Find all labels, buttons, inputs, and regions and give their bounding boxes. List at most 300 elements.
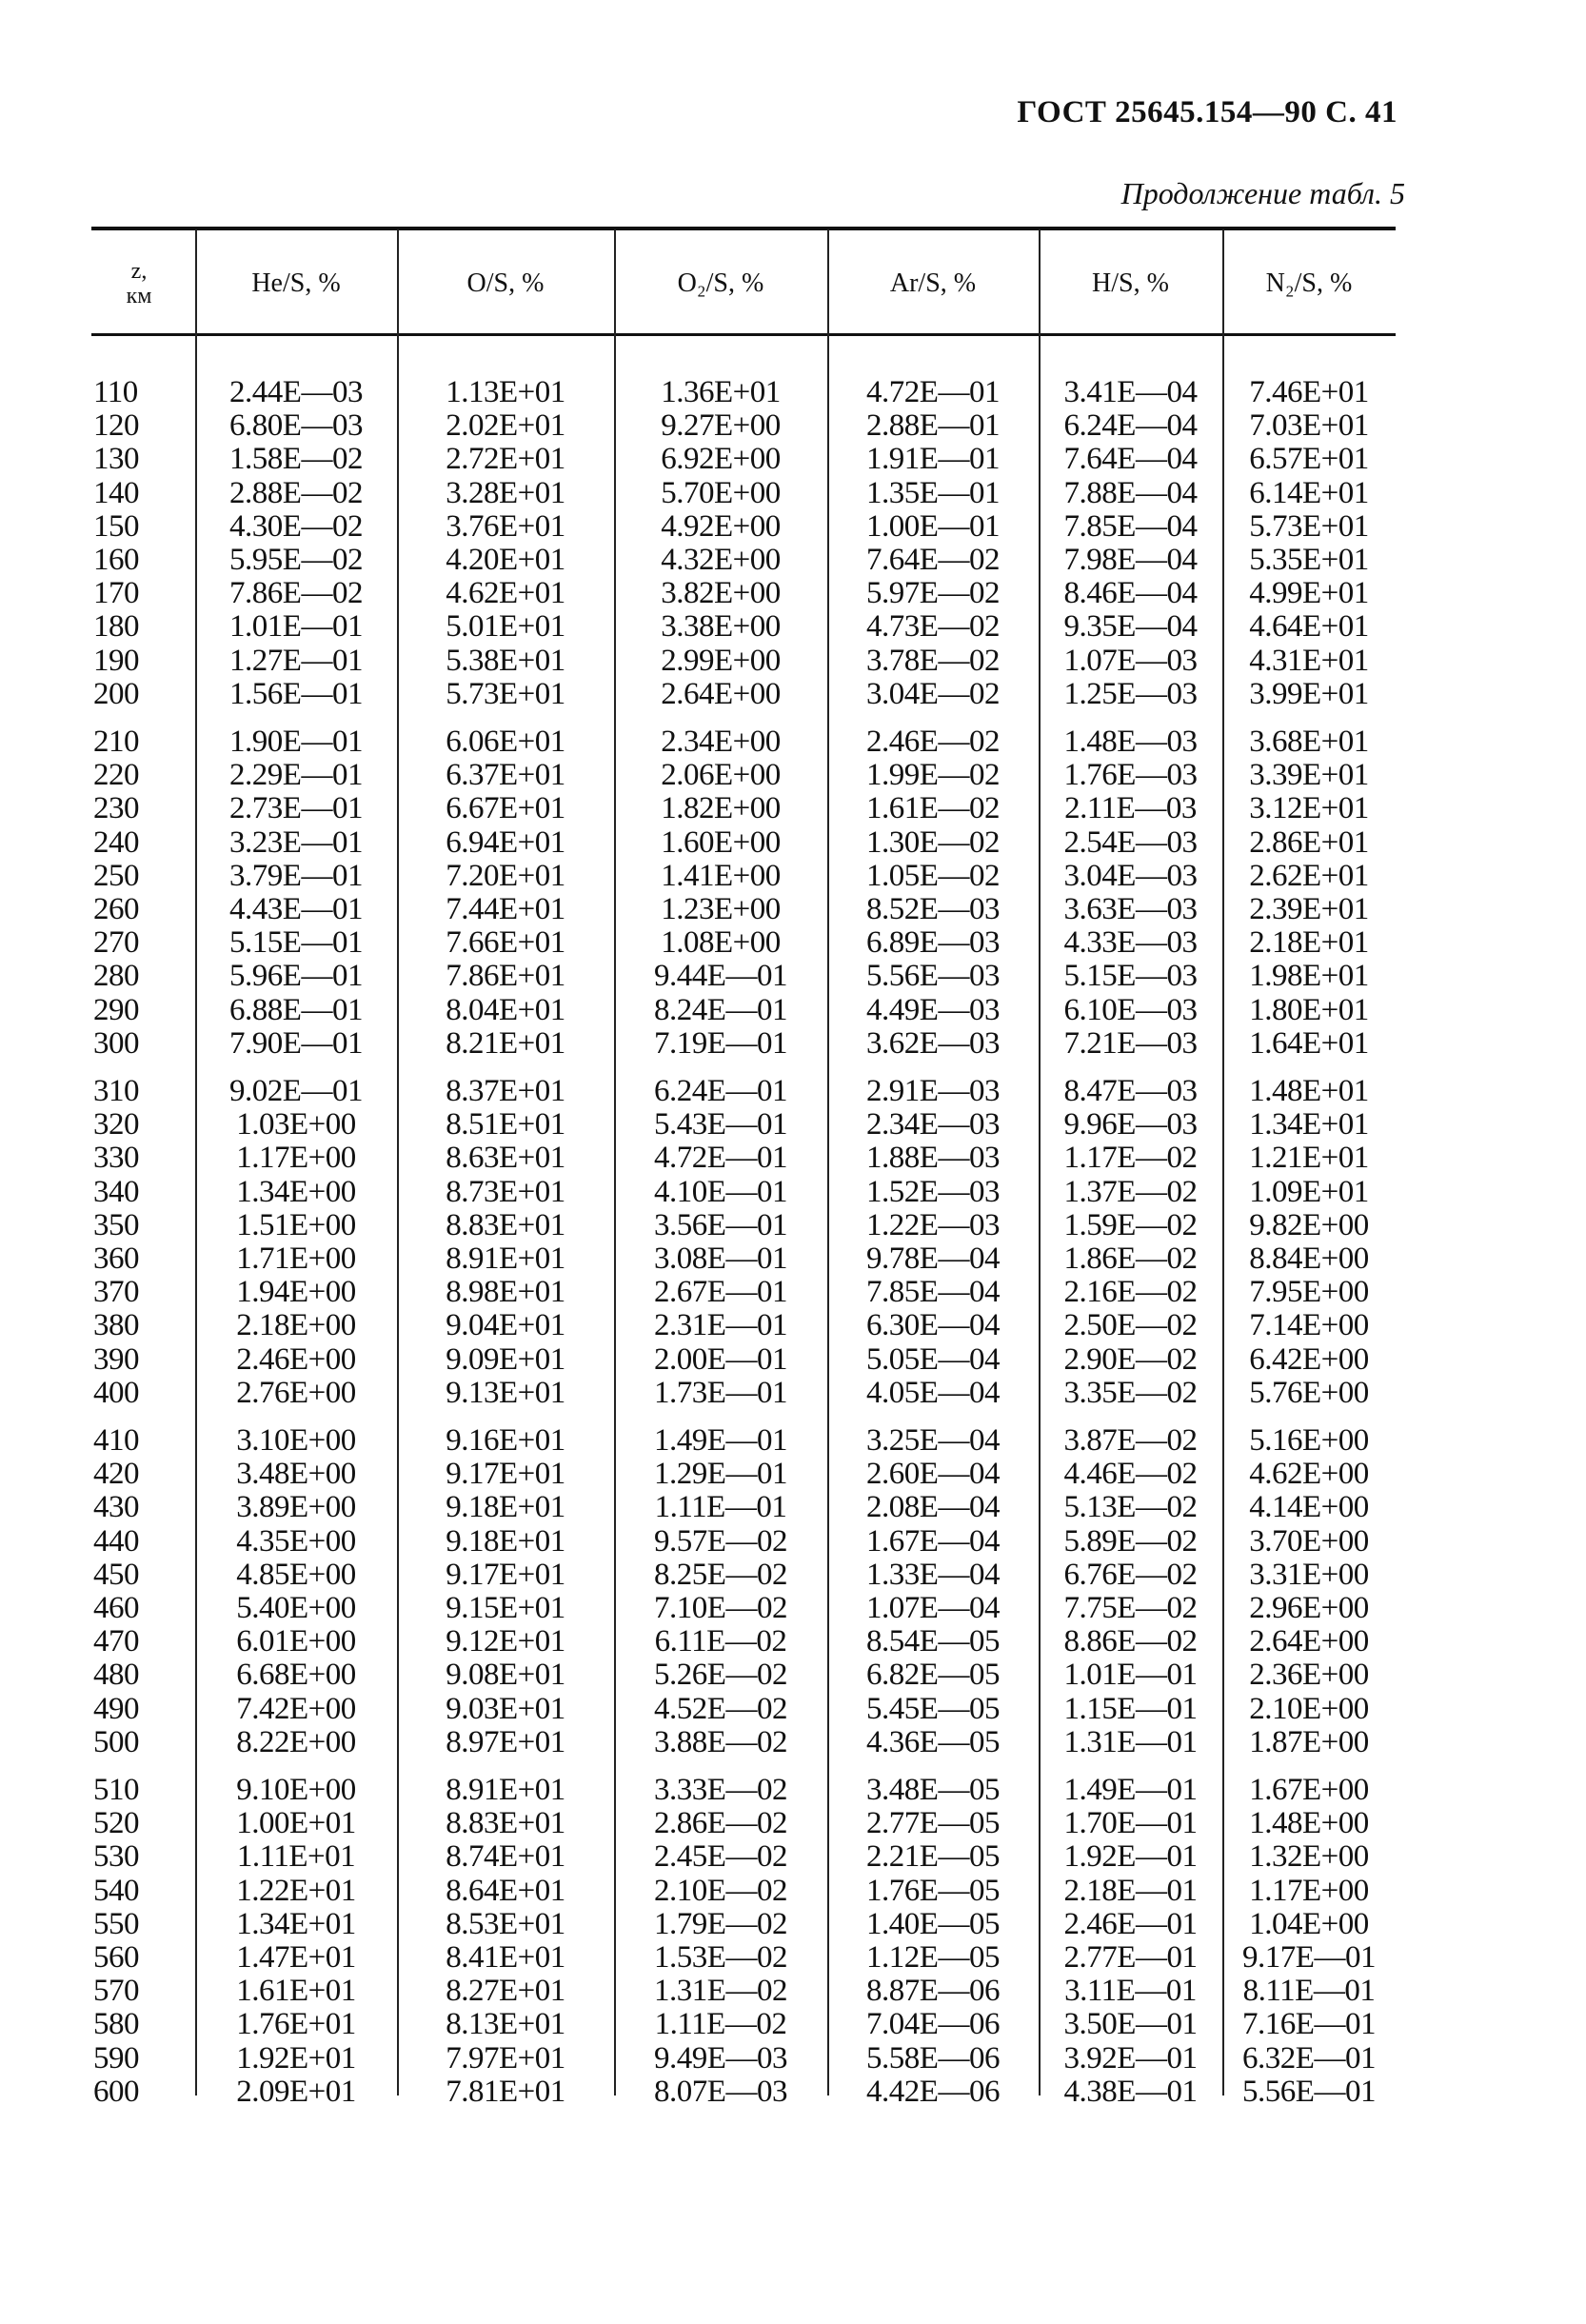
value-cell: 9.57E—02 bbox=[654, 1523, 787, 1559]
value-cell: 1.34E+00 bbox=[236, 1174, 356, 1209]
value-cell: 5.56E—01 bbox=[1242, 2074, 1376, 2109]
value-cell: 3.76E+01 bbox=[446, 508, 565, 544]
value-cell: 4.72E—01 bbox=[654, 1141, 787, 1176]
value-cell: 1.35E—01 bbox=[866, 475, 1000, 510]
altitude-cell: 330 bbox=[93, 1141, 139, 1176]
value-cell: 5.01E+01 bbox=[446, 609, 565, 645]
value-cell: 5.40E+00 bbox=[236, 1591, 356, 1625]
value-cell: 1.64E+01 bbox=[1249, 1025, 1369, 1061]
value-cell: 8.47E—03 bbox=[1063, 1074, 1198, 1108]
value-cell: 5.38E+01 bbox=[446, 643, 565, 678]
value-cell: 2.16E—02 bbox=[1063, 1275, 1198, 1310]
value-cell: 1.92E+01 bbox=[236, 2040, 356, 2076]
value-cell: 1.56E—01 bbox=[229, 676, 363, 711]
value-cell: 3.56E—01 bbox=[654, 1207, 787, 1242]
column-header: Ar/S, % bbox=[889, 268, 977, 298]
value-cell: 1.07E—03 bbox=[1063, 643, 1198, 678]
value-cell: 2.96E+00 bbox=[1249, 1591, 1369, 1625]
value-cell: 7.64E—02 bbox=[866, 543, 1000, 577]
value-cell: 2.10E—02 bbox=[654, 1873, 787, 1908]
value-cell: 1.34E+01 bbox=[1249, 1107, 1369, 1142]
value-cell: 4.52E—02 bbox=[654, 1691, 787, 1726]
value-cell: 3.28E+01 bbox=[446, 475, 565, 510]
altitude-cell: 530 bbox=[93, 1839, 139, 1875]
value-cell: 1.48E—03 bbox=[1063, 725, 1198, 759]
value-cell: 2.21E—05 bbox=[866, 1839, 1000, 1875]
value-cell: 2.77E—01 bbox=[1063, 1940, 1198, 1975]
value-cell: 6.01E+00 bbox=[236, 1624, 356, 1659]
value-cell: 3.41E—04 bbox=[1063, 375, 1198, 409]
altitude-cell: 230 bbox=[93, 791, 139, 826]
altitude-cell: 170 bbox=[93, 576, 139, 611]
value-cell: 2.72E+01 bbox=[446, 442, 565, 477]
value-cell: 4.49E—03 bbox=[866, 992, 1000, 1027]
column-header: N₂/S, % bbox=[1265, 268, 1353, 298]
altitude-cell: 280 bbox=[93, 959, 139, 994]
value-cell: 7.03E+01 bbox=[1249, 408, 1369, 444]
value-cell: 9.13E+01 bbox=[446, 1375, 565, 1410]
value-cell: 5.97E—02 bbox=[866, 576, 1000, 611]
value-cell: 1.71E+00 bbox=[236, 1241, 356, 1276]
value-cell: 2.02E+01 bbox=[446, 408, 565, 444]
value-cell: 6.37E+01 bbox=[446, 758, 565, 793]
column-separator bbox=[614, 229, 616, 2096]
altitude-cell: 430 bbox=[93, 1490, 139, 1525]
value-cell: 3.12E+01 bbox=[1249, 791, 1369, 826]
table-top-rule bbox=[91, 227, 1396, 230]
value-cell: 7.86E—02 bbox=[229, 576, 363, 611]
altitude-cell: 560 bbox=[93, 1940, 139, 1975]
value-cell: 1.51E+00 bbox=[236, 1207, 356, 1242]
value-cell: 2.34E—03 bbox=[866, 1107, 1000, 1142]
value-cell: 4.20E+01 bbox=[446, 543, 565, 577]
value-cell: 7.90E—01 bbox=[229, 1025, 363, 1061]
header-text: км bbox=[126, 283, 152, 308]
value-cell: 2.08E—04 bbox=[866, 1490, 1000, 1525]
altitude-cell: 450 bbox=[93, 1557, 139, 1592]
value-cell: 2.29E—01 bbox=[229, 758, 363, 793]
altitude-cell: 460 bbox=[93, 1591, 139, 1625]
value-cell: 1.70E—01 bbox=[1063, 1806, 1198, 1841]
value-cell: 1.87E+00 bbox=[1249, 1724, 1369, 1759]
value-cell: 3.89E+00 bbox=[236, 1490, 356, 1525]
value-cell: 1.17E+00 bbox=[1249, 1873, 1369, 1908]
value-cell: 8.63E+01 bbox=[446, 1141, 565, 1176]
value-cell: 1.99E—02 bbox=[866, 758, 1000, 793]
value-cell: 1.82E+00 bbox=[661, 791, 781, 826]
value-cell: 4.43E—01 bbox=[229, 892, 363, 926]
document-header: ГОСТ 25645.154—90 С. 41 bbox=[1017, 95, 1398, 129]
value-cell: 3.39E+01 bbox=[1249, 758, 1369, 793]
value-cell: 3.11E—01 bbox=[1064, 1974, 1197, 2009]
value-cell: 2.64E+00 bbox=[1249, 1624, 1369, 1659]
value-cell: 7.75E—02 bbox=[1063, 1591, 1198, 1625]
value-cell: 2.67E—01 bbox=[654, 1275, 787, 1310]
value-cell: 7.81E+01 bbox=[446, 2074, 565, 2109]
value-cell: 1.60E+00 bbox=[661, 824, 781, 860]
value-cell: 1.27E—01 bbox=[229, 643, 363, 678]
value-cell: 4.05E—04 bbox=[866, 1375, 1000, 1410]
value-cell: 3.79E—01 bbox=[229, 858, 363, 893]
value-cell: 5.35E+01 bbox=[1249, 543, 1369, 577]
value-cell: 9.35E—04 bbox=[1063, 609, 1198, 645]
value-cell: 1.61E—02 bbox=[866, 791, 1000, 826]
value-cell: 9.44E—01 bbox=[654, 959, 787, 994]
value-cell: 5.95E—02 bbox=[229, 543, 363, 577]
value-cell: 2.36E+00 bbox=[1249, 1658, 1369, 1693]
value-cell: 6.94E+01 bbox=[446, 824, 565, 860]
value-cell: 1.07E—04 bbox=[866, 1591, 1000, 1625]
value-cell: 8.54E—05 bbox=[866, 1624, 1000, 1659]
altitude-cell: 540 bbox=[93, 1873, 139, 1908]
value-cell: 1.94E+00 bbox=[236, 1275, 356, 1310]
value-cell: 9.17E—01 bbox=[1242, 1940, 1376, 1975]
value-cell: 6.82E—05 bbox=[866, 1658, 1000, 1693]
value-cell: 8.52E—03 bbox=[866, 892, 1000, 926]
value-cell: 4.46E—02 bbox=[1063, 1457, 1198, 1492]
value-cell: 9.12E+01 bbox=[446, 1624, 565, 1659]
value-cell: 7.20E+01 bbox=[446, 858, 565, 893]
altitude-cell: 290 bbox=[93, 992, 139, 1027]
altitude-cell: 320 bbox=[93, 1107, 139, 1142]
value-cell: 5.58E—06 bbox=[866, 2040, 1000, 2076]
value-cell: 5.96E—01 bbox=[229, 959, 363, 994]
value-cell: 2.54E—03 bbox=[1063, 824, 1198, 860]
value-cell: 8.07E—03 bbox=[654, 2074, 787, 2109]
value-cell: 1.30E—02 bbox=[866, 824, 1000, 860]
value-cell: 1.48E+01 bbox=[1249, 1074, 1369, 1108]
column-header: O₂/S, % bbox=[677, 268, 764, 298]
value-cell: 1.49E—01 bbox=[1063, 1773, 1198, 1807]
value-cell: 1.01E—01 bbox=[1063, 1658, 1198, 1693]
value-cell: 8.46E—04 bbox=[1063, 576, 1198, 611]
altitude-cell: 440 bbox=[93, 1523, 139, 1559]
value-cell: 1.31E—02 bbox=[654, 1974, 787, 2009]
value-cell: 2.00E—01 bbox=[654, 1341, 787, 1377]
value-cell: 1.22E—03 bbox=[866, 1207, 1000, 1242]
value-cell: 4.42E—06 bbox=[866, 2074, 1000, 2109]
value-cell: 9.09E+01 bbox=[446, 1341, 565, 1377]
value-cell: 6.88E—01 bbox=[229, 992, 363, 1027]
altitude-cell: 570 bbox=[93, 1974, 139, 2009]
column-separator bbox=[195, 229, 197, 2096]
value-cell: 7.46E+01 bbox=[1249, 375, 1369, 409]
altitude-cell: 200 bbox=[93, 676, 139, 711]
value-cell: 5.89E—02 bbox=[1063, 1523, 1198, 1559]
value-cell: 4.62E+00 bbox=[1249, 1457, 1369, 1492]
value-cell: 1.33E—04 bbox=[866, 1557, 1000, 1592]
value-cell: 3.50E—01 bbox=[1063, 2007, 1198, 2042]
value-cell: 1.03E+00 bbox=[236, 1107, 356, 1142]
value-cell: 7.64E—04 bbox=[1063, 442, 1198, 477]
value-cell: 6.76E—02 bbox=[1063, 1557, 1198, 1592]
value-cell: 5.70E+00 bbox=[661, 475, 781, 510]
value-cell: 8.53E+01 bbox=[446, 1906, 565, 1941]
value-cell: 1.91E—01 bbox=[866, 442, 1000, 477]
value-cell: 2.76E+00 bbox=[236, 1375, 356, 1410]
value-cell: 7.85E—04 bbox=[866, 1275, 1000, 1310]
value-cell: 1.25E—03 bbox=[1063, 676, 1198, 711]
value-cell: 7.42E+00 bbox=[236, 1691, 356, 1726]
value-cell: 2.18E+01 bbox=[1249, 925, 1369, 961]
value-cell: 1.29E—01 bbox=[654, 1457, 787, 1492]
value-cell: 8.83E+01 bbox=[446, 1806, 565, 1841]
value-cell: 1.67E+00 bbox=[1249, 1773, 1369, 1807]
value-cell: 6.14E+01 bbox=[1249, 475, 1369, 510]
value-cell: 1.15E—01 bbox=[1063, 1691, 1198, 1726]
value-cell: 8.22E+00 bbox=[236, 1724, 356, 1759]
altitude-cell: 600 bbox=[93, 2074, 139, 2109]
value-cell: 6.30E—04 bbox=[866, 1308, 1000, 1343]
column-separator bbox=[827, 229, 829, 2096]
value-cell: 8.11E—01 bbox=[1242, 1974, 1376, 2009]
value-cell: 3.68E+01 bbox=[1249, 725, 1369, 759]
value-cell: 6.57E+01 bbox=[1249, 442, 1369, 477]
value-cell: 1.53E—02 bbox=[654, 1940, 787, 1975]
altitude-cell: 400 bbox=[93, 1375, 139, 1410]
value-cell: 9.27E+00 bbox=[661, 408, 781, 444]
value-cell: 4.10E—01 bbox=[654, 1174, 787, 1209]
value-cell: 3.78E—02 bbox=[866, 643, 1000, 678]
value-cell: 3.82E+00 bbox=[661, 576, 781, 611]
value-cell: 1.76E—05 bbox=[866, 1873, 1000, 1908]
column-separator bbox=[1222, 229, 1224, 2096]
value-cell: 8.64E+01 bbox=[446, 1873, 565, 1908]
value-cell: 6.42E+00 bbox=[1249, 1341, 1369, 1377]
value-cell: 1.76E+01 bbox=[236, 2007, 356, 2042]
value-cell: 2.86E—02 bbox=[654, 1806, 787, 1841]
altitude-cell: 120 bbox=[93, 408, 139, 444]
value-cell: 7.14E+00 bbox=[1249, 1308, 1369, 1343]
value-cell: 7.95E+00 bbox=[1249, 1275, 1369, 1310]
altitude-cell: 550 bbox=[93, 1906, 139, 1941]
value-cell: 7.19E—01 bbox=[654, 1025, 787, 1061]
value-cell: 3.87E—02 bbox=[1063, 1423, 1198, 1458]
value-cell: 6.80E—03 bbox=[229, 408, 363, 444]
value-cell: 1.41E+00 bbox=[661, 858, 781, 893]
value-cell: 6.24E—04 bbox=[1063, 408, 1198, 444]
value-cell: 8.27E+01 bbox=[446, 1974, 565, 2009]
value-cell: 4.14E+00 bbox=[1249, 1490, 1369, 1525]
value-cell: 1.86E—02 bbox=[1063, 1241, 1198, 1276]
value-cell: 1.79E—02 bbox=[654, 1906, 787, 1941]
value-cell: 1.17E—02 bbox=[1063, 1141, 1198, 1176]
table-continuation-caption: Продолжение табл. 5 bbox=[1120, 176, 1405, 210]
value-cell: 1.67E—04 bbox=[866, 1523, 1000, 1559]
value-cell: 1.52E—03 bbox=[866, 1174, 1000, 1209]
value-cell: 7.66E+01 bbox=[446, 925, 565, 961]
value-cell: 6.68E+00 bbox=[236, 1658, 356, 1693]
value-cell: 7.21E—03 bbox=[1063, 1025, 1198, 1061]
value-cell: 7.85E—04 bbox=[1063, 508, 1198, 544]
value-cell: 8.97E+01 bbox=[446, 1724, 565, 1759]
value-cell: 4.62E+01 bbox=[446, 576, 565, 611]
value-cell: 1.34E+01 bbox=[236, 1906, 356, 1941]
value-cell: 1.17E+00 bbox=[236, 1141, 356, 1176]
value-cell: 1.21E+01 bbox=[1249, 1141, 1369, 1176]
value-cell: 3.35E—02 bbox=[1063, 1375, 1198, 1410]
value-cell: 5.26E—02 bbox=[654, 1658, 787, 1693]
value-cell: 1.09E+01 bbox=[1249, 1174, 1369, 1209]
altitude-cell: 210 bbox=[93, 725, 139, 759]
value-cell: 2.99E+00 bbox=[661, 643, 781, 678]
value-cell: 3.48E+00 bbox=[236, 1457, 356, 1492]
value-cell: 4.99E+01 bbox=[1249, 576, 1369, 611]
value-cell: 8.86E—02 bbox=[1063, 1624, 1198, 1659]
value-cell: 2.90E—02 bbox=[1063, 1341, 1198, 1377]
value-cell: 1.12E—05 bbox=[866, 1940, 1000, 1975]
value-cell: 2.50E—02 bbox=[1063, 1308, 1198, 1343]
column-header: O/S, % bbox=[466, 268, 545, 298]
value-cell: 1.98E+01 bbox=[1249, 959, 1369, 994]
value-cell: 3.08E—01 bbox=[654, 1241, 787, 1276]
value-cell: 6.11E—02 bbox=[654, 1624, 787, 1659]
value-cell: 2.88E—02 bbox=[229, 475, 363, 510]
value-cell: 5.76E+00 bbox=[1249, 1375, 1369, 1410]
value-cell: 8.83E+01 bbox=[446, 1207, 565, 1242]
altitude-cell: 130 bbox=[93, 442, 139, 477]
value-cell: 9.03E+01 bbox=[446, 1691, 565, 1726]
altitude-cell: 220 bbox=[93, 758, 139, 793]
value-cell: 6.67E+01 bbox=[446, 791, 565, 826]
value-cell: 9.82E+00 bbox=[1249, 1207, 1369, 1242]
value-cell: 3.04E—03 bbox=[1063, 858, 1198, 893]
header-text: z, bbox=[130, 258, 148, 284]
value-cell: 8.74E+01 bbox=[446, 1839, 565, 1875]
column-separator bbox=[397, 229, 399, 2096]
value-cell: 2.45E—02 bbox=[654, 1839, 787, 1875]
altitude-cell: 250 bbox=[93, 858, 139, 893]
value-cell: 8.84E+00 bbox=[1249, 1241, 1369, 1276]
altitude-cell: 590 bbox=[93, 2040, 139, 2076]
value-cell: 1.11E—01 bbox=[654, 1490, 787, 1525]
value-cell: 2.46E—02 bbox=[866, 725, 1000, 759]
value-cell: 6.10E—03 bbox=[1063, 992, 1198, 1027]
value-cell: 3.70E+00 bbox=[1249, 1523, 1369, 1559]
value-cell: 6.92E+00 bbox=[661, 442, 781, 477]
altitude-cell: 370 bbox=[93, 1275, 139, 1310]
value-cell: 9.15E+01 bbox=[446, 1591, 565, 1625]
value-cell: 7.04E—06 bbox=[866, 2007, 1000, 2042]
altitude-cell: 110 bbox=[93, 375, 138, 409]
altitude-cell: 500 bbox=[93, 1724, 139, 1759]
value-cell: 3.63E—03 bbox=[1063, 892, 1198, 926]
value-cell: 2.34E+00 bbox=[661, 725, 781, 759]
value-cell: 7.97E+01 bbox=[446, 2040, 565, 2076]
value-cell: 3.04E—02 bbox=[866, 676, 1000, 711]
value-cell: 8.04E+01 bbox=[446, 992, 565, 1027]
value-cell: 7.86E+01 bbox=[446, 959, 565, 994]
table-header-rule bbox=[91, 333, 1396, 336]
altitude-cell: 270 bbox=[93, 925, 139, 961]
value-cell: 9.08E+01 bbox=[446, 1658, 565, 1693]
value-cell: 2.18E+00 bbox=[236, 1308, 356, 1343]
value-cell: 1.22E+01 bbox=[236, 1873, 356, 1908]
altitude-cell: 150 bbox=[93, 508, 139, 544]
altitude-cell: 380 bbox=[93, 1308, 139, 1343]
altitude-cell: 410 bbox=[93, 1423, 139, 1458]
value-cell: 7.44E+01 bbox=[446, 892, 565, 926]
value-cell: 8.91E+01 bbox=[446, 1773, 565, 1807]
value-cell: 8.21E+01 bbox=[446, 1025, 565, 1061]
value-cell: 1.37E—02 bbox=[1063, 1174, 1198, 1209]
altitude-cell: 340 bbox=[93, 1174, 139, 1209]
value-cell: 2.60E—04 bbox=[866, 1457, 1000, 1492]
value-cell: 5.73E+01 bbox=[1249, 508, 1369, 544]
value-cell: 8.13E+01 bbox=[446, 2007, 565, 2042]
value-cell: 4.31E+01 bbox=[1249, 643, 1369, 678]
value-cell: 3.99E+01 bbox=[1249, 676, 1369, 711]
value-cell: 3.62E—03 bbox=[866, 1025, 1000, 1061]
value-cell: 2.64E+00 bbox=[661, 676, 781, 711]
value-cell: 2.44E—03 bbox=[229, 375, 363, 409]
value-cell: 3.25E—04 bbox=[866, 1423, 1000, 1458]
value-cell: 1.00E—01 bbox=[866, 508, 1000, 544]
value-cell: 5.45E—05 bbox=[866, 1691, 1000, 1726]
value-cell: 1.76E—03 bbox=[1063, 758, 1198, 793]
altitude-cell: 350 bbox=[93, 1207, 139, 1242]
value-cell: 1.59E—02 bbox=[1063, 1207, 1198, 1242]
value-cell: 1.05E—02 bbox=[866, 858, 1000, 893]
value-cell: 2.88E—01 bbox=[866, 408, 1000, 444]
value-cell: 1.11E—02 bbox=[654, 2007, 787, 2042]
altitude-cell: 300 bbox=[93, 1025, 139, 1061]
value-cell: 4.64E+01 bbox=[1249, 609, 1369, 645]
column-header: H/S, % bbox=[1092, 268, 1169, 298]
value-cell: 9.10E+00 bbox=[236, 1773, 356, 1807]
value-cell: 5.15E—01 bbox=[229, 925, 363, 961]
altitude-cell: 480 bbox=[93, 1658, 139, 1693]
value-cell: 3.33E—02 bbox=[654, 1773, 787, 1807]
value-cell: 9.17E+01 bbox=[446, 1557, 565, 1592]
value-cell: 4.72E—01 bbox=[866, 375, 1000, 409]
value-cell: 5.13E—02 bbox=[1063, 1490, 1198, 1525]
altitude-cell: 360 bbox=[93, 1241, 139, 1276]
value-cell: 1.49E—01 bbox=[654, 1423, 787, 1458]
altitude-cell: 490 bbox=[93, 1691, 139, 1726]
value-cell: 2.77E—05 bbox=[866, 1806, 1000, 1841]
value-cell: 2.86E+01 bbox=[1249, 824, 1369, 860]
value-cell: 7.98E—04 bbox=[1063, 543, 1198, 577]
value-cell: 3.23E—01 bbox=[229, 824, 363, 860]
value-cell: 3.31E+00 bbox=[1249, 1557, 1369, 1592]
value-cell: 9.18E+01 bbox=[446, 1490, 565, 1525]
altitude-cell: 470 bbox=[93, 1624, 139, 1659]
altitude-cell: 190 bbox=[93, 643, 139, 678]
altitude-cell: 520 bbox=[93, 1806, 139, 1841]
value-cell: 1.73E—01 bbox=[654, 1375, 787, 1410]
value-cell: 9.78E—04 bbox=[866, 1241, 1000, 1276]
value-cell: 5.15E—03 bbox=[1063, 959, 1198, 994]
value-cell: 4.30E—02 bbox=[229, 508, 363, 544]
value-cell: 8.25E—02 bbox=[654, 1557, 787, 1592]
value-cell: 9.18E+01 bbox=[446, 1523, 565, 1559]
value-cell: 4.36E—05 bbox=[866, 1724, 1000, 1759]
value-cell: 9.04E+01 bbox=[446, 1308, 565, 1343]
column-header: He/S, % bbox=[251, 268, 341, 298]
value-cell: 6.32E—01 bbox=[1242, 2040, 1376, 2076]
value-cell: 1.32E+00 bbox=[1249, 1839, 1369, 1875]
value-cell: 4.38E—01 bbox=[1063, 2074, 1198, 2109]
value-cell: 3.88E—02 bbox=[654, 1724, 787, 1759]
altitude-cell: 420 bbox=[93, 1457, 139, 1492]
value-cell: 2.46E—01 bbox=[1063, 1906, 1198, 1941]
value-cell: 1.04E+00 bbox=[1249, 1906, 1369, 1941]
value-cell: 3.48E—05 bbox=[866, 1773, 1000, 1807]
value-cell: 4.85E+00 bbox=[236, 1557, 356, 1592]
value-cell: 6.06E+01 bbox=[446, 725, 565, 759]
value-cell: 1.36E+01 bbox=[661, 375, 781, 409]
